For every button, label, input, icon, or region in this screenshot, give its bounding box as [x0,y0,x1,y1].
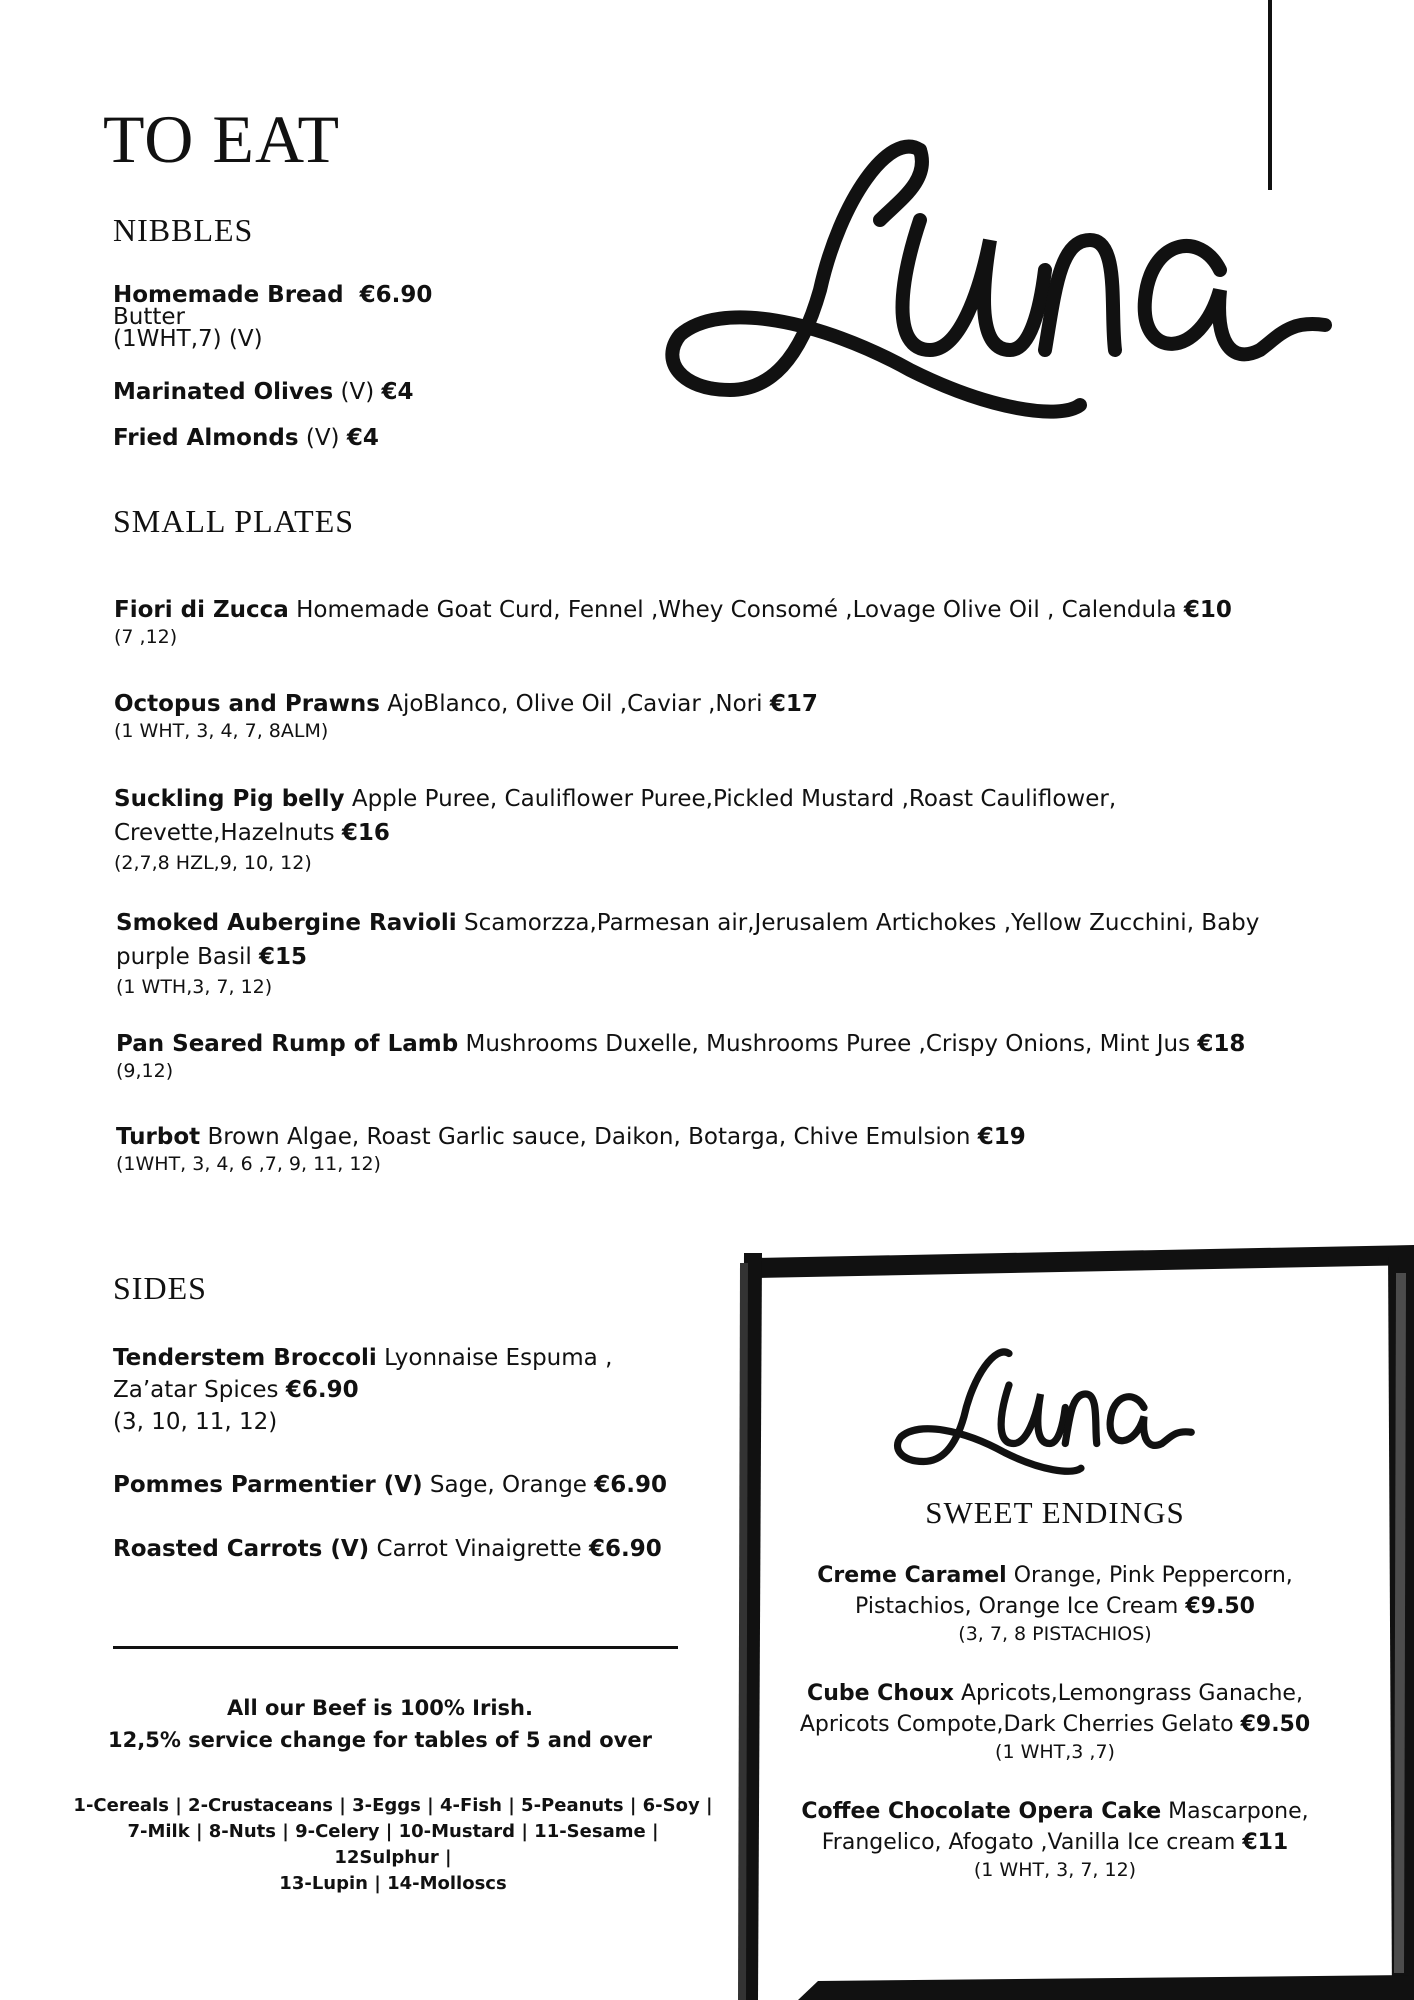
small-plates-heading: SMALL PLATES [113,503,355,539]
item-desc: AjoBlanco, Olive Oil ,Caviar ,Nori [387,691,763,717]
divider [113,1646,678,1649]
menu-item [113,378,414,406]
menu-item [116,1030,1266,1084]
dessert-item [770,1560,1340,1646]
item-desc: Mushrooms Duxelle, Mushrooms Puree ,Crispy Onions, Mint Jus [465,1031,1191,1057]
item-desc: Apricots,Lemongrass Ganache, [960,1681,1303,1706]
item-allergens: (1 WHT, 3, 7, 12) [973,1859,1137,1881]
item-name: Roasted Carrots (V) [113,1536,370,1562]
item-desc: Pistachios, Orange Ice Cream [855,1594,1179,1619]
service-note: 12,5% service change for tables of 5 and over [108,1728,652,1752]
menu-item [114,690,1264,744]
item-price: €19 [977,1124,1026,1150]
item-price: €17 [769,691,818,717]
item-allergens: (3, 7, 8 PISTACHIOS) [958,1623,1152,1645]
sweet-endings-heading: SWEET ENDINGS [925,1495,1185,1530]
page-title: TO EAT [103,101,341,177]
footer-notes [80,1692,680,1756]
item-desc: Lyonnaise Espuma , Za’atar Spices [113,1345,613,1403]
item-allergens: (1WHT,7) (V) [113,326,263,352]
item-name: Octopus and Prawns [114,691,380,717]
luna-logo [660,120,1340,460]
item-allergens: (1WHT, 3, 4, 6 ,7, 9, 11, 12) [116,1153,381,1175]
item-price: €6.90 [359,282,433,308]
luna-logo-small [890,1340,1200,1475]
item-allergens: (7 ,12) [114,626,178,648]
item-price: €9.50 [1185,1594,1255,1619]
item-desc: Apricots Compote,Dark Cherries Gelato [799,1712,1234,1737]
item-name: Marinated Olives [113,379,334,405]
item-name: Homemade Bread [113,282,344,308]
allergen-legend [73,1793,713,1897]
item-allergens: (1 WHT,3 ,7) [995,1741,1115,1763]
item-price: €18 [1197,1031,1246,1057]
item-price: €10 [1183,597,1232,623]
allergen-legend-line: 7-Milk | 8-Nuts | 9-Celery | 10-Mustard | 11-Sesame | 12Sulphur | [127,1821,659,1868]
menu-item [113,424,379,452]
item-tag: (V) [340,379,375,405]
item-desc: Frangelico, Afogato ,Vanilla Ice cream [821,1830,1236,1855]
item-name: Pan Seared Rump of Lamb [116,1031,459,1057]
sides-heading: SIDES [113,1270,207,1306]
item-name: Turbot [116,1124,201,1150]
item-name: Suckling Pig belly [114,786,345,812]
item-name: Creme Caramel [817,1563,1007,1588]
item-desc: Apple Puree, Cauliflower Puree,Pickled Mustard ,Roast Cauliflower, Crevette,Hazelnuts [114,786,1117,846]
menu-item [113,1471,667,1499]
item-name: Fried Almonds [113,425,299,451]
item-desc: Orange, Pink Peppercorn, [1013,1563,1293,1588]
item-allergens: (9,12) [116,1060,174,1082]
menu-item [113,1535,662,1563]
item-desc: Mascarpone, [1161,1799,1309,1824]
item-name: Fiori di Zucca [114,597,289,623]
item-price: €6.90 [588,1536,662,1562]
item-price: €15 [259,944,308,970]
item-price: €16 [341,820,390,846]
item-allergens: (3, 10, 11, 12) [113,1409,278,1435]
item-price: €9.50 [1240,1712,1311,1737]
dessert-item [770,1796,1340,1882]
item-desc: Homemade Goat Curd, Fennel ,Whey Consomé ,Lovage Olive Oil , Calendula [296,597,1177,623]
item-tag: (V) [305,425,340,451]
item-desc: Sage, Orange [429,1472,587,1498]
beef-note: All our Beef is 100% Irish. [227,1696,533,1720]
menu-item [116,906,1266,1000]
item-allergens: (1 WHT, 3, 4, 7, 8ALM) [114,720,329,742]
menu-item [114,596,1264,650]
item-price: €6.90 [285,1377,359,1403]
dessert-item [770,1678,1340,1764]
menu-item [116,1123,1266,1177]
item-desc: Carrot Vinaigrette [376,1536,582,1562]
item-price: €4 [381,379,414,405]
item-price: €6.90 [594,1472,668,1498]
item-price: €11 [1242,1830,1289,1855]
menu-item [114,782,1144,876]
item-allergens: (2,7,8 HZL,9, 10, 12) [114,852,312,874]
item-price: €4 [346,425,379,451]
item-desc: Butter [113,304,185,330]
menu-item [113,284,432,350]
item-name: Pommes Parmentier (V) [113,1472,423,1498]
allergen-legend-line: 1-Cereals | 2-Crustaceans | 3-Eggs | 4-Fish | 5-Peanuts | 6-Soy | [73,1795,713,1816]
item-allergens: (1 WTH,3, 7, 12) [116,976,273,998]
allergen-legend-line: 13-Lupin | 14-Molloscs [279,1873,507,1894]
item-desc: Brown Algae, Roast Garlic sauce, Daikon, Botarga, Chive Emulsion [200,1124,971,1150]
item-name: Tenderstem Broccoli [113,1345,377,1371]
nibbles-heading: NIBBLES [113,212,254,248]
item-name: Cube Choux [807,1681,954,1706]
item-name: Smoked Aubergine Ravioli [116,910,457,936]
menu-item [113,1342,633,1438]
item-desc: Scamorzza,Parmesan air,Jerusalem Artichokes ,Yellow Zucchini, Baby purple Basil [116,910,1260,970]
item-name: Coffee Chocolate Opera Cake [801,1799,1162,1824]
